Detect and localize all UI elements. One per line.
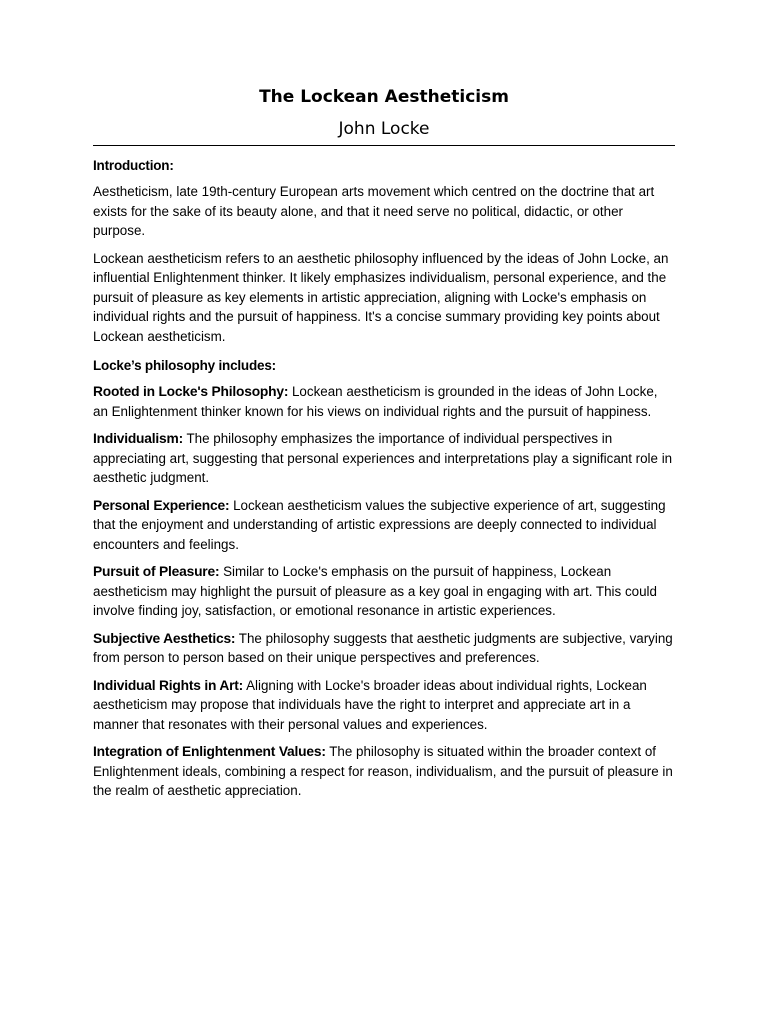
title-divider [93, 145, 675, 146]
document-author: John Locke [338, 119, 430, 139]
point-term: Rooted in Locke's Philosophy: [93, 384, 289, 399]
document-page [93, 84, 675, 801]
philosophy-point [93, 496, 675, 555]
point-term: Pursuit of Pleasure: [93, 564, 220, 579]
point-text: Aligning with Locke's broader ideas about individual rights, Lockean aestheticism may propose that individuals have the right to interpret and appreciate art in a manner that resonates with their personal values and experiences. [93, 677, 647, 732]
point-term: Integration of Enlightenment Values: [93, 744, 326, 759]
introduction-paragraph-2: Lockean aestheticism refers to an aesthetic philosophy influenced by the ideas of John Locke, an influential Enlightenment thinker. It likely emphasizes individualism, personal experience, and the pursuit of pleasure as key elements in artistic appreciation, aligning with Locke's emphasis on individual rights and the pursuit of happiness. It's a concise summary providing key points about Lockean aestheticism. [93, 250, 669, 344]
philosophy-point [93, 742, 675, 801]
point-text: The philosophy emphasizes the importance of individual perspectives in appreciating art, suggesting that personal experiences and interpretations play a significant role in aesthetic judgment. [93, 431, 673, 485]
introduction-paragraph-1: Aestheticism, late 19th-century European arts movement which centred on the doctrine that art exists for the sake of its beauty alone, and that it need serve no political, didactic, or other purpose. [93, 184, 655, 238]
point-text: The philosophy suggests that aesthetic judgments are subjective, varying from person to person based on their unique perspectives and preferences. [93, 630, 673, 665]
point-text: Similar to Locke's emphasis on the pursuit of happiness, Lockean aestheticism may highlight the pursuit of pleasure as a key goal in engaging with art. This could involve finding joy, satisfaction, or emotional resonance in artistic experiences. [93, 564, 657, 618]
point-text: Lockean aestheticism is grounded in the ideas of John Locke, an Enlightenment thinker known for his views on individual rights and the pursuit of happiness. [93, 384, 658, 419]
philosophy-point [93, 562, 675, 621]
document-title: The Lockean Aestheticism [259, 87, 509, 107]
point-term: Personal Experience: [93, 497, 230, 513]
point-term: Individual Rights in Art: [93, 677, 244, 693]
philosophy-point [93, 429, 675, 488]
philosophy-point [93, 676, 675, 735]
philosophy-heading: Locke’s philosophy includes: [93, 358, 276, 373]
point-term: Subjective Aesthetics: [93, 630, 236, 646]
point-text: The philosophy is situated within the broader context of Enlightenment ideals, combining a respect for reason, individualism, and the pursuit of pleasure in the realm of aesthetic appreciation. [93, 744, 673, 798]
philosophy-point [93, 382, 675, 421]
point-text: Lockean aestheticism values the subjective experience of art, suggesting that the enjoyment and understanding of artistic expressions are deeply connected to individual encounters and feelings. [93, 497, 666, 552]
philosophy-point [93, 629, 675, 668]
introduction-heading: Introduction: [93, 158, 174, 173]
point-term: Individualism: [93, 431, 183, 446]
